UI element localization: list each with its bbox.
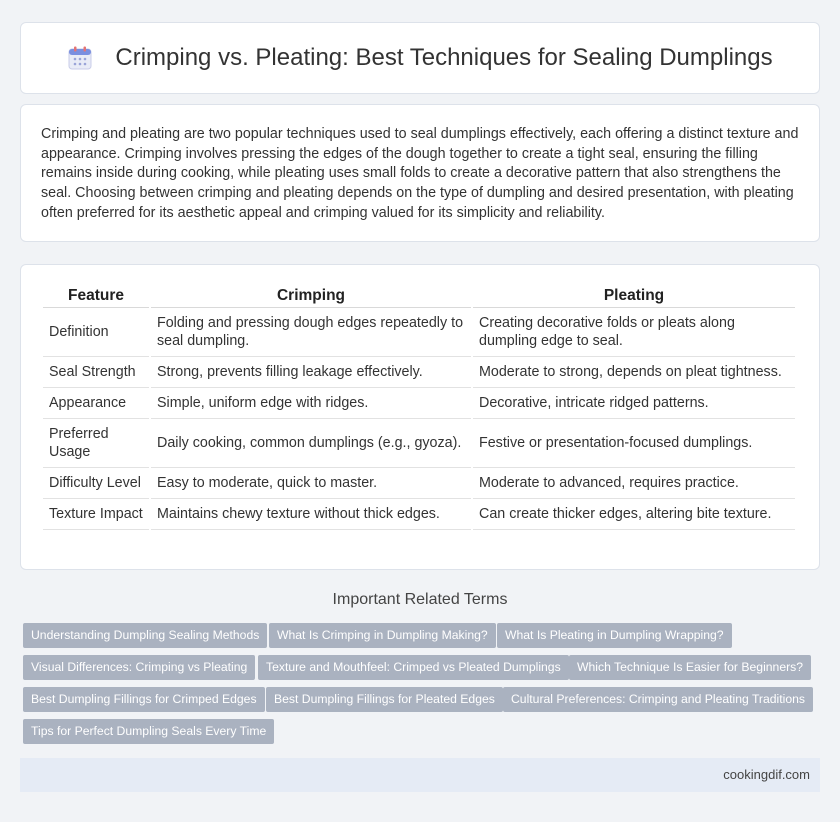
site-credit[interactable]: cookingdif.com (723, 767, 810, 782)
row-crimping: Daily cooking, common dumplings (e.g., gyoza). (151, 419, 471, 468)
row-crimping: Simple, uniform edge with ridges. (151, 388, 471, 419)
row-crimping: Folding and pressing dough edges repeatedly to seal dumpling. (151, 308, 471, 357)
header-card (20, 22, 820, 94)
table-row (43, 388, 795, 419)
row-feature: Appearance (43, 388, 149, 419)
related-term-tag[interactable]: Visual Differences: Crimping vs Pleating (23, 655, 255, 680)
intro-card (20, 104, 820, 242)
related-term-tag[interactable]: Best Dumpling Fillings for Pleated Edges (266, 687, 503, 712)
column-header-feature: Feature (43, 283, 149, 308)
page-title: Crimping vs. Pleating: Best Techniques for Sealing Dumplings (115, 44, 773, 71)
row-feature: Difficulty Level (43, 468, 149, 499)
row-pleating: Creating decorative folds or pleats along dumpling edge to seal. (473, 308, 795, 357)
row-feature: Definition (43, 308, 149, 357)
table-row (43, 499, 795, 530)
row-feature: Seal Strength (43, 357, 149, 388)
row-pleating: Festive or presentation-focused dumplings. (473, 419, 795, 468)
related-term-tag[interactable]: What Is Crimping in Dumpling Making? (269, 623, 496, 648)
row-feature: Texture Impact (43, 499, 149, 530)
table-row (43, 357, 795, 388)
row-pleating: Moderate to strong, depends on pleat tightness. (473, 357, 795, 388)
related-terms-heading: Important Related Terms (332, 591, 508, 608)
intro-paragraph: Crimping and pleating are two popular techniques used to seal dumplings effectively, each offering a distinct texture and appearance. Crimping involves pressing the edges of the dough together to create a tight seal, ensuring the filling remains inside during cooking, while pleating uses small folds to create a decorative pattern that also strengthens the seal. Choosing between crimping and pleating depends on the type of dumpling and desired presentation, with pleating often preferred for its aesthetic appeal and crimping valued for its simplicity and reliability. (41, 126, 799, 221)
related-term-tag[interactable]: Texture and Mouthfeel: Crimped vs Pleated Dumplings (258, 655, 569, 680)
column-header-crimping: Crimping (151, 283, 471, 308)
row-pleating: Moderate to advanced, requires practice. (473, 468, 795, 499)
related-term-tag[interactable]: Understanding Dumpling Sealing Methods (23, 623, 267, 648)
row-crimping: Strong, prevents filling leakage effectively. (151, 357, 471, 388)
table-row (43, 308, 795, 357)
related-term-tag[interactable]: What Is Pleating in Dumpling Wrapping? (497, 623, 732, 648)
table-header-row (43, 283, 795, 308)
row-pleating: Decorative, intricate ridged patterns. (473, 388, 795, 419)
row-pleating: Can create thicker edges, altering bite texture. (473, 499, 795, 530)
calendar-icon (67, 45, 93, 71)
table-row (43, 468, 795, 499)
comparison-card (20, 264, 820, 570)
row-crimping: Easy to moderate, quick to master. (151, 468, 471, 499)
related-term-tag[interactable]: Cultural Preferences: Crimping and Pleating Traditions (503, 687, 813, 712)
comparison-table (41, 283, 797, 530)
footer (20, 758, 820, 792)
table-row (43, 419, 795, 468)
column-header-pleating: Pleating (473, 283, 795, 308)
row-crimping: Maintains chewy texture without thick edges. (151, 499, 471, 530)
row-feature: Preferred Usage (43, 419, 149, 468)
related-term-tag[interactable]: Tips for Perfect Dumpling Seals Every Time (23, 719, 274, 744)
related-term-tag[interactable]: Best Dumpling Fillings for Crimped Edges (23, 687, 265, 712)
related-term-tag[interactable]: Which Technique Is Easier for Beginners? (569, 655, 811, 680)
